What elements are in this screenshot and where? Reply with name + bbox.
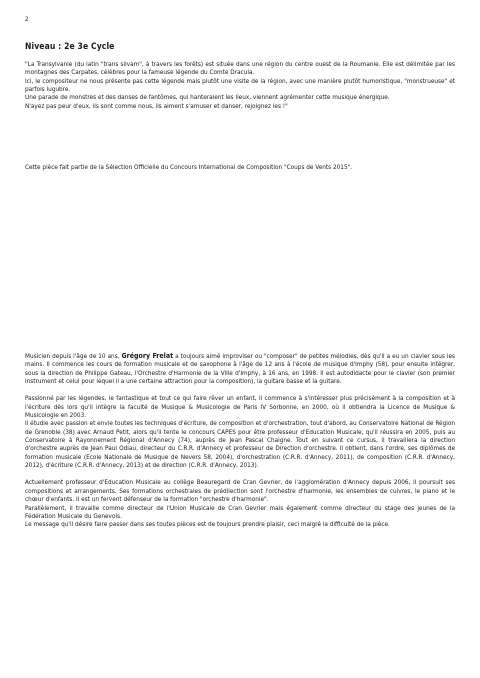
composer-name: Grégory Frelat — [121, 352, 174, 360]
bio-paragraph-3: Il étudie avec passion et envie toutes les techniques d'écriture, de composition et d'orchestration, tout d'abord, au Conservatoire National de Région de Grenoble (38) avec Arnaud Petit, alors qu'il tente le concours CAPES pour être professeur d'Education Musicale, qu'il réussira en 2005, puis au Conservatoire à Rayonnement Régional d'Annecy (74), auprès de Jean Pascal Chaigne. Tout en suivant ce cursus, il travaillera la direction d'orchestre auprès de Jean Paul Odiau, directeur du C.R.R. d'Annecy et professeur de Direction d'orchestre. Il obtient, dans l'ordre, ses diplômes de formation musicale (Ecole Nationale de Musique de Nevers 58, 2004), d'orchestration (C.R.R. d'Annecy, 2011), de composition (C.R.R. d'Annecy, 2012), d'écriture (C.R.R. d'Annecy, 2013) et de direction (C.R.R. d'Annecy, 2013). — [25, 419, 455, 470]
bio-paragraph-4: Actuellement professeur d'Education Musicale au collège Beauregard de Cran Gevrier, de l'agglomération d'Annecy depuis 2006, il poursuit ses compositions et arrangements. Ses formations orchestrales de prédilection sont l'orchestre d'harmonie, les ensembles de cuivres, le piano et le chœur d'enfants. Il est un fervent défenseur de la formation "orchestre d'harmonie". — [25, 478, 455, 504]
page-number: 2 — [25, 16, 29, 23]
selection-note: Cette pièce fait partie de la Sélection Officielle du Concours International de Composition "Coups de Vents 2015". — [25, 163, 353, 171]
intro-paragraph-4: N'ayez pas peur d'eux, ils sont comme nous, ils aiment s'amuser et danser, rejoignez les !" — [25, 101, 288, 110]
intro-paragraph-2: Ici, le compositeur ne nous présente pas cette légende mais plutôt une visite de la région, avec une manière plutôt humoristique, "monstrueuse" et parfois lugubre. — [25, 76, 455, 94]
bio-paragraph-6: Le message qu'il désire faire passer dans ses toutes pièces est de toujours prendre plaisir, ceci malgré la difficulté de la pièce. — [25, 520, 390, 529]
intro-paragraph-1: "La Transylvanie (du latin "trans silvam", à travers les forêts) est située dans une région du centre ouest de la Roumanie. Elle est délimitée par les montagnes des Carpates, célèbres pour la fameuse légende du Comte Dracula. — [25, 60, 455, 77]
level-heading: Niveau : 2e 3e Cycle — [25, 42, 115, 52]
bio-intro-rest: a toujours aimé improviser ou "composer" de petites mélodies, dès qu'il a eu un clavier sous les mains. Il commence les cours de formation musicale et de saxophone à l'âge de 12 ans à l'école de musique d'Imphy (58), pour ensuite intégrer, sous la direction de Philippe Gateau, l'Orchestre d'Harmonie de la Ville d'Imphy, à 16 ans, en 1998. Il est autodidacte pour le clavier (son premier instrument et celui pour lequel il a une certaine attraction pour la composition), la guitare basse et la guitare. — [25, 352, 456, 386]
bio-paragraph-2: Passionné par les légendes, le fantastique et tout ce qui faire rêver un enfant, il commence à s'intéresser plus précisément à la composition et à l'écriture dès lors qu'il intègre la faculté de Musique & Musicologie de Paris IV Sorbonne, en 2000, où il obtiendra la Licence de Musique & Musicologie en 2003. — [25, 394, 455, 420]
bio-intro-text: Musicien depuis l'âge de 10 ans, — [25, 352, 122, 360]
intro-section — [25, 60, 455, 110]
bio-paragraph-1 — [25, 352, 455, 385]
biography-section — [25, 352, 455, 538]
bio-paragraph-5: Parallèlement, il travaille comme directeur de l'Union Musicale de Cran Gevrier mais également comme directeur du stage des jeunes de la Fédération Musicale du Genevois. — [25, 503, 455, 520]
intro-paragraph-3: Une parade de monstres et des danses de fantômes, qui hanteraient les lieux, viennent agrémenter cette musique énergique. — [25, 93, 390, 102]
